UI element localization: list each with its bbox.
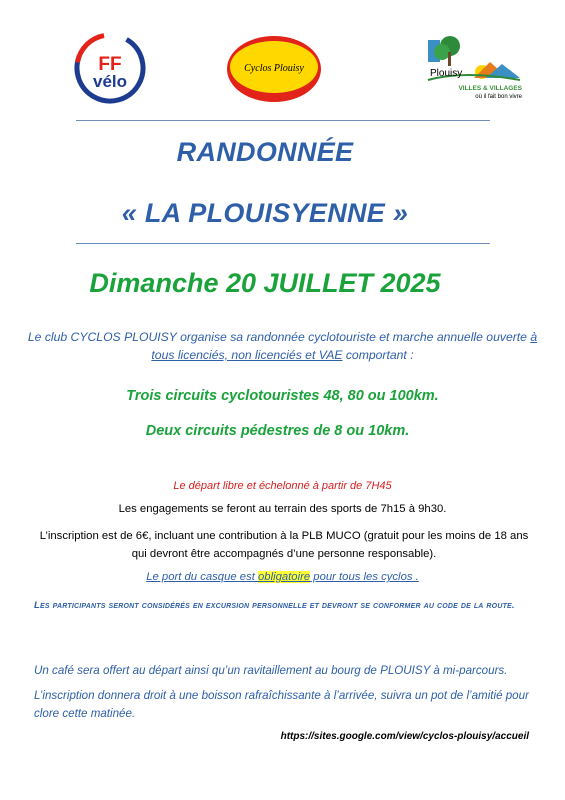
departure-info: Le départ libre et échelonné à partir de 7H45: [173, 480, 392, 492]
ffvelo-velo-text: vélo: [92, 72, 128, 91]
ffvelo-ff-text: FF: [98, 54, 122, 75]
logo-bar: [0, 28, 565, 108]
intro-part2: comportant :: [342, 348, 414, 362]
intro-underlined: à tous licenciés, non licenciés et VAE: [151, 330, 538, 362]
helmet-notice-after: pour tous les cyclos .: [310, 571, 419, 583]
plouisy-name-text: Plouisy: [430, 68, 463, 79]
cyclo-circuits: Trois circuits cyclotouristes 48, 80 ou 100km.: [126, 388, 439, 404]
intro-paragraph: [20, 328, 545, 364]
drink-notice: L’inscription donnera droit à une boisson rafraîchissante à l’arrivée, suivra un pot de l’amitié pour clore cette matinée.: [34, 689, 529, 720]
intro-part1: Le club CYCLOS PLOUISY organise sa randonnée cyclotouriste et marche annuelle ouverte: [27, 330, 531, 344]
helmet-mandatory-highlight: obligatoire: [258, 571, 311, 583]
title-plouisyenne: « LA PLOUISYENNE »: [121, 198, 409, 228]
bottom-divider: [76, 243, 490, 244]
cyclos-plouisy-logo: [224, 34, 324, 104]
registration-hours: Les engagements se feront au terrain des sports de 7h15 à 9h30.: [118, 503, 447, 515]
event-date: Dimanche 20 JUILLET 2025: [89, 268, 441, 298]
top-divider: [76, 120, 490, 121]
plouisy-town-logo: [424, 32, 524, 102]
title-randonnee: RANDONNÉE: [176, 137, 354, 167]
helmet-notice: [0, 571, 565, 583]
cyclos-logo-text: Cyclos Plouisy: [244, 63, 304, 74]
plouisy-tagline2-text: où il fait bon vivre: [475, 94, 522, 100]
participants-notice: Les participants seront considérés en excursion personnelle et devront se conformer au code de la route.: [34, 600, 515, 611]
website-link[interactable]: https://sites.google.com/view/cyclos-plouisy/accueil: [280, 731, 529, 742]
helmet-notice-before: Le port du casque est: [146, 571, 259, 583]
ffvelo-logo: [74, 32, 146, 104]
coffee-notice: Un café sera offert au départ ainsi qu’un ravitaillement au bourg de PLOUISY à mi-parcours.: [34, 664, 508, 677]
walking-circuits: Deux circuits pédestres de 8 ou 10km.: [145, 423, 410, 439]
registration-fee: L’inscription est de 6€, incluant une contribution à la PLB MUCO (gratuit pour les moins de 18 ans qui devront être accompagnés d’une personne responsable).: [39, 530, 529, 560]
plouisy-tagline1-text: VILLES & VILLAGES: [458, 85, 522, 92]
